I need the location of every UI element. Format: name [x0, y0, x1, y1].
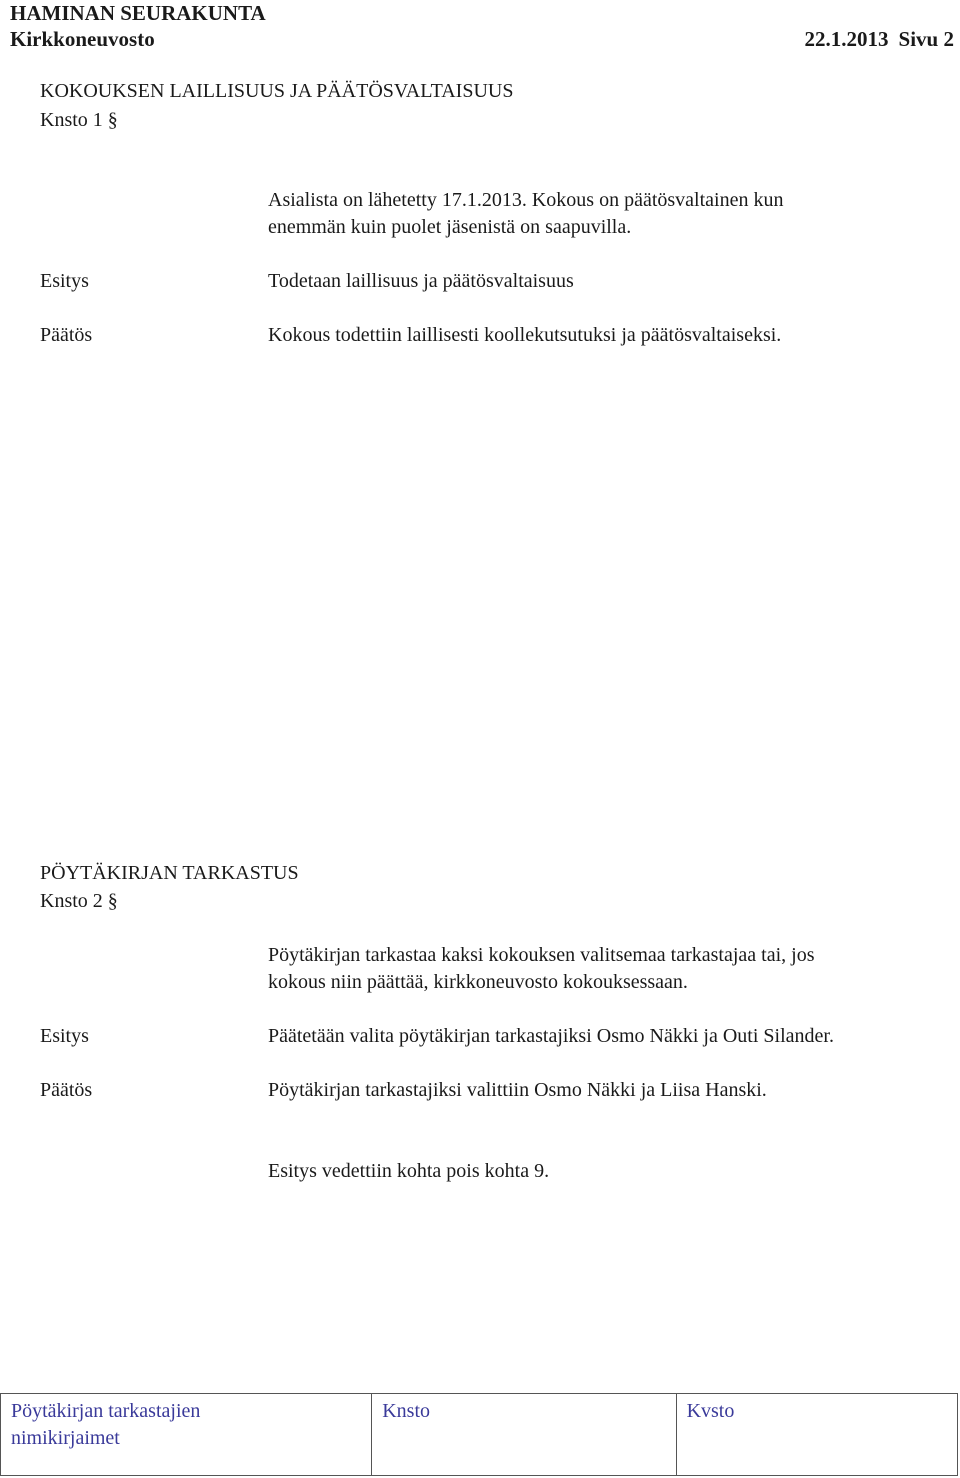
reviewers-initials-cell: [1, 1394, 372, 1475]
signature-table: [0, 1393, 958, 1476]
reviewers-initials-label-line-2: nimikirjaimet: [11, 1427, 120, 1449]
section-2-title: PÖYTÄKIRJAN TARKASTUS: [40, 862, 299, 884]
section-1-decision-text: Kokous todettiin laillisesti koollekutsutuksi ja päätösvaltaiseksi.: [268, 324, 782, 346]
section-2-note: Esitys vedettiin kohta pois kohta 9.: [268, 1160, 550, 1182]
knsto-cell: [372, 1394, 676, 1475]
section-2-proposal-label: Esitys: [40, 1025, 89, 1047]
section-2-intro-line-1: Pöytäkirjan tarkastaa kaksi kokouksen valitsemaa tarkastajaa tai, jos: [268, 944, 815, 966]
reviewers-initials-label-line-1: Pöytäkirjan tarkastajien: [11, 1400, 201, 1422]
kvsto-cell: [677, 1394, 957, 1475]
governing-body: Kirkkoneuvosto: [10, 27, 155, 51]
section-1-intro-line-1: Asialista on lähetetty 17.1.2013. Kokous on päätösvaltainen kun: [268, 189, 784, 211]
section-2-decision-text: Pöytäkirjan tarkastajiksi valittiin Osmo Näkki ja Liisa Hanski.: [268, 1079, 767, 1101]
kvsto-label: Kvsto: [686, 1400, 735, 1422]
organization-name: HAMINAN SEURAKUNTA: [10, 1, 266, 25]
section-1-intro-line-2: enemmän kuin puolet jäsenistä on saapuvilla.: [268, 216, 632, 238]
knsto-label: Knsto: [382, 1400, 431, 1422]
section-1-proposal-label: Esitys: [40, 270, 89, 292]
section-2-number: Knsto 2 §: [40, 890, 118, 912]
section-1-number: Knsto 1 §: [40, 109, 118, 131]
date-and-page: [805, 26, 954, 52]
section-1-decision-label: Päätös: [40, 324, 93, 346]
section-2-proposal-text: Päätetään valita pöytäkirjan tarkastajiksi Osmo Näkki ja Outi Silander.: [268, 1025, 834, 1047]
document-date: 22.1.2013: [804, 27, 889, 51]
section-2-intro-line-2: kokous niin päättää, kirkkoneuvosto kokouksessaan.: [268, 971, 688, 993]
section-2-decision-label: Päätös: [40, 1079, 93, 1101]
section-1-title: KOKOUKSEN LAILLISUUS JA PÄÄTÖSVALTAISUUS: [40, 80, 514, 102]
page-number: Sivu 2: [898, 27, 954, 51]
section-1-proposal-text: Todetaan laillisuus ja päätösvaltaisuus: [268, 270, 574, 292]
